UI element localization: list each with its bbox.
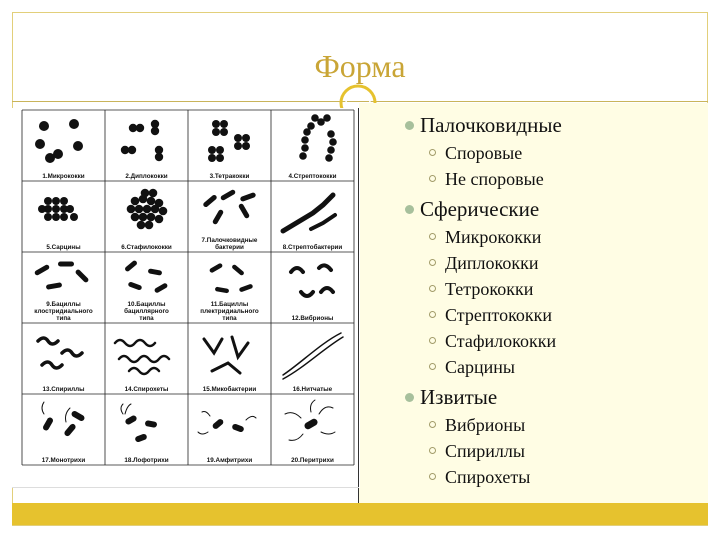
bacteria-cell — [121, 189, 172, 251]
bacteria-cell — [283, 195, 343, 251]
list-item — [445, 250, 562, 276]
circle-bullet-icon — [429, 311, 436, 318]
cell-label: 2.Диплококки — [125, 173, 168, 180]
list-item — [445, 140, 562, 166]
circle-bullet-icon — [429, 175, 436, 182]
cell-label: 6.Стафилококки — [121, 244, 172, 251]
item-label: Спириллы — [445, 441, 525, 461]
item-label: Стрептококки — [445, 305, 553, 325]
list-item — [445, 412, 562, 438]
circle-bullet-icon — [429, 421, 436, 428]
shape-list — [420, 112, 562, 494]
item-label: Не споровые — [445, 169, 544, 189]
group-label: Извитые — [420, 385, 498, 409]
bacteria-cell — [198, 412, 256, 465]
cell-label: 7.Палочковидные бактерии — [201, 237, 258, 251]
list-item — [445, 302, 562, 328]
cell-label: 15.Микобактерии — [202, 386, 257, 393]
bacteria-cell — [285, 400, 335, 464]
cell-label: 18.Лофотрихи — [124, 457, 169, 464]
cell-label: 9.Бациллы клостридиального типа — [34, 301, 93, 322]
bacteria-cell — [291, 265, 333, 322]
bacteria-cell — [289, 114, 337, 180]
cell-label: 13.Спириллы — [42, 386, 85, 393]
list-item — [445, 354, 562, 380]
group-label: Сферические — [420, 197, 540, 221]
circle-bullet-icon — [429, 259, 436, 266]
list-item — [445, 464, 562, 490]
circle-bullet-icon — [429, 337, 436, 344]
item-label: Тетрококки — [445, 279, 534, 299]
bacteria-cell — [203, 337, 257, 393]
cell-label: 4.Стрептококки — [288, 173, 337, 180]
bacteria-cell — [115, 340, 169, 393]
item-label: Вибрионы — [445, 415, 526, 435]
list-item-group — [420, 112, 562, 192]
cell-label: 5.Сарцины — [46, 244, 81, 251]
bullet-icon — [405, 121, 414, 130]
cell-label: 20.Перитрихи — [291, 457, 334, 464]
cell-label: 14.Спирохеты — [124, 386, 169, 393]
bacteria-cell — [208, 120, 250, 180]
item-label: Сарцины — [445, 357, 515, 377]
bacteria-cell — [202, 189, 258, 251]
bacteria-cell — [283, 333, 343, 393]
bacteria-cell — [34, 262, 93, 323]
circle-bullet-icon — [429, 363, 436, 370]
bullet-icon — [405, 205, 414, 214]
figure-bottom-line — [12, 487, 359, 488]
list-item — [445, 166, 562, 192]
figure-divider — [358, 108, 359, 503]
bacteria-cell — [121, 404, 169, 464]
item-label: Микрококки — [445, 227, 542, 247]
bacteria-shapes-figure — [12, 108, 360, 488]
list-item — [445, 328, 562, 354]
item-label: Стафилококки — [445, 331, 557, 351]
cell-label: 8.Стрептобактерии — [282, 244, 343, 251]
cell-label: 11.Бациллы плектридиального типа — [200, 301, 259, 322]
list-item — [445, 224, 562, 250]
list-item — [445, 438, 562, 464]
cell-label: 10.Бациллы бациллярного типа — [124, 301, 169, 322]
bacteria-cell — [200, 263, 259, 322]
bacteria-cell — [121, 120, 168, 180]
cell-label: 16.Нитчатые — [292, 386, 333, 393]
list-item-group — [420, 384, 562, 490]
circle-bullet-icon — [429, 285, 436, 292]
bottom-accent-bar — [12, 503, 708, 525]
item-label: Спирохеты — [445, 467, 531, 487]
cell-label: 17.Монотрихи — [41, 457, 86, 464]
item-label: Диплококки — [445, 253, 539, 273]
cell-label: 1.Микрококки — [42, 173, 85, 180]
circle-bullet-icon — [429, 149, 436, 156]
bacteria-grid — [12, 108, 360, 488]
bacteria-cell — [38, 338, 85, 393]
circle-bullet-icon — [429, 233, 436, 240]
circle-bullet-icon — [429, 473, 436, 480]
cell-label: 12.Вибрионы — [291, 315, 334, 322]
bacteria-cell — [38, 197, 81, 251]
bacteria-cell — [35, 119, 85, 180]
bullet-icon — [405, 393, 414, 402]
group-label: Палочковидные — [420, 113, 562, 137]
cell-label: 19.Амфитрихи — [206, 457, 253, 464]
cell-label: 3.Тетракокки — [209, 173, 250, 180]
list-item-group — [420, 196, 562, 380]
list-item — [445, 276, 562, 302]
bacteria-cell — [42, 402, 86, 464]
bacteria-cell — [124, 260, 169, 322]
slide-title: Форма — [314, 48, 406, 84]
item-label: Споровые — [445, 143, 523, 163]
circle-bullet-icon — [429, 447, 436, 454]
